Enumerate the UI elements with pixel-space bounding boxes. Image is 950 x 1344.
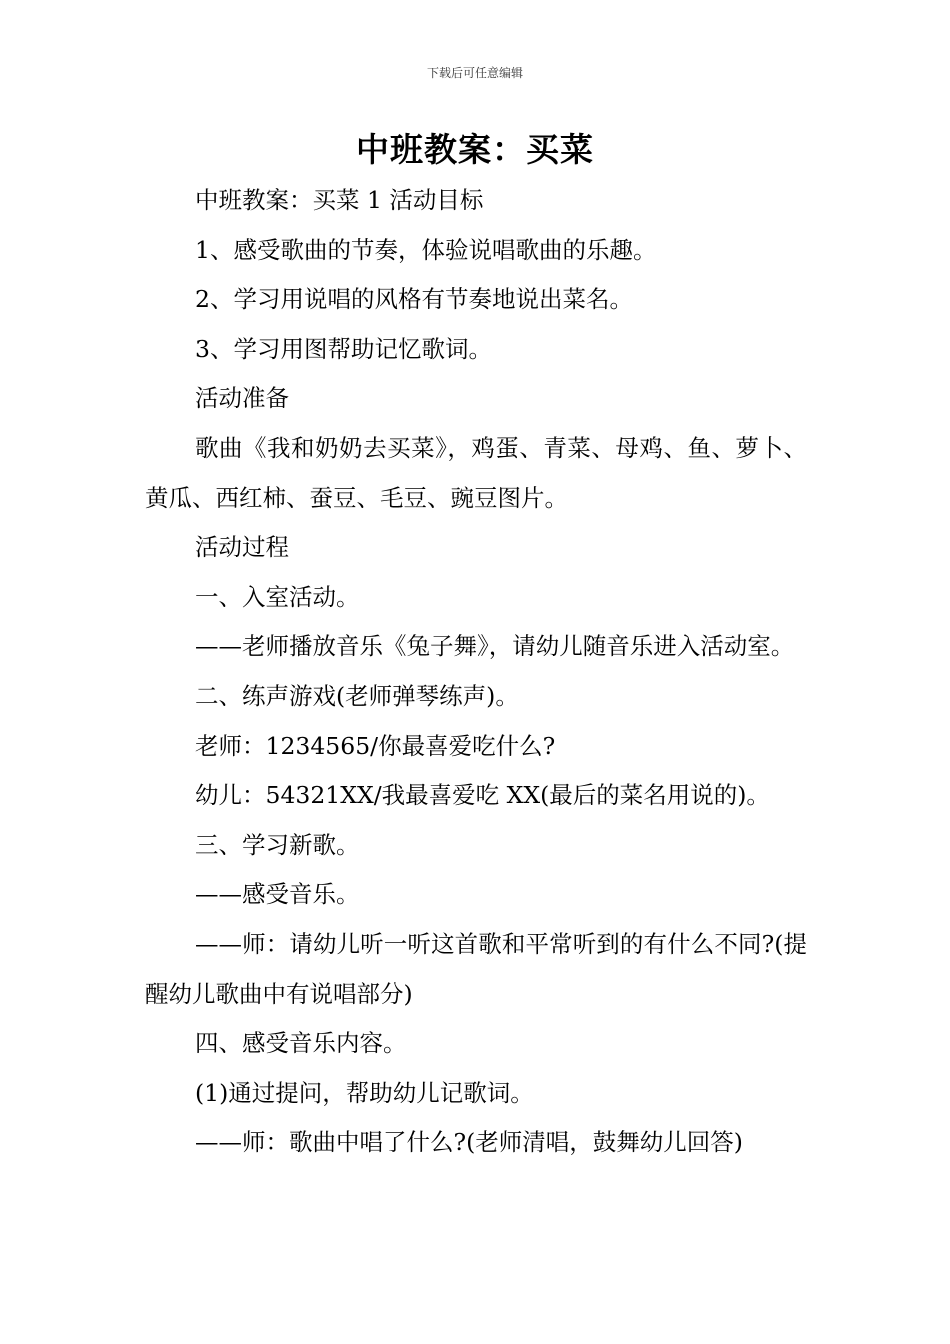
document-body — [145, 176, 807, 1168]
paragraph: ——师：歌曲中唱了什么?(老师清唱，鼓舞幼儿回答) — [195, 1128, 743, 1157]
paragraph: ——感受音乐。 — [195, 880, 360, 909]
paragraph: (1)通过提问，帮助幼儿记歌词。 — [195, 1078, 534, 1107]
paragraph: 1、感受歌曲的节奏，体验说唱歌曲的乐趣。 — [195, 235, 657, 264]
page-header-note: 下载后可任意编辑 — [426, 66, 523, 80]
paragraph: 歌曲《我和奶奶去买菜》，鸡蛋、青菜、母鸡、鱼、萝卜、黄瓜、西红柿、蚕豆、毛豆、豌豆图片。 — [145, 433, 807, 512]
paragraph: 二、练声游戏(老师弹琴练声)。 — [195, 681, 519, 710]
document-title: 中班教案：买菜 — [356, 130, 594, 169]
section-heading: 活动准备 — [195, 384, 289, 413]
paragraph: 一、入室活动。 — [195, 582, 360, 611]
paragraph: 老师：1234565/你最喜爱吃什么? — [195, 731, 556, 760]
paragraph: 2、学习用说唱的风格有节奏地说出菜名。 — [195, 285, 633, 314]
paragraph: 3、学习用图帮助记忆歌词。 — [195, 334, 492, 363]
paragraph: 中班教案：买菜 1 活动目标 — [195, 186, 484, 214]
paragraph: 三、学习新歌。 — [195, 830, 360, 859]
section-heading: 活动过程 — [195, 533, 289, 562]
paragraph: 幼儿：54321XX/我最喜爱吃 XX(最后的菜名用说的)。 — [195, 781, 770, 810]
paragraph: 四、感受音乐内容。 — [195, 1029, 407, 1058]
paragraph: ——师：请幼儿听一听这首歌和平常听到的有什么不同?(提醒幼儿歌曲中有说唱部分) — [145, 929, 807, 1008]
paragraph: ——老师播放音乐《兔子舞》，请幼儿随音乐进入活动室。 — [195, 632, 795, 661]
